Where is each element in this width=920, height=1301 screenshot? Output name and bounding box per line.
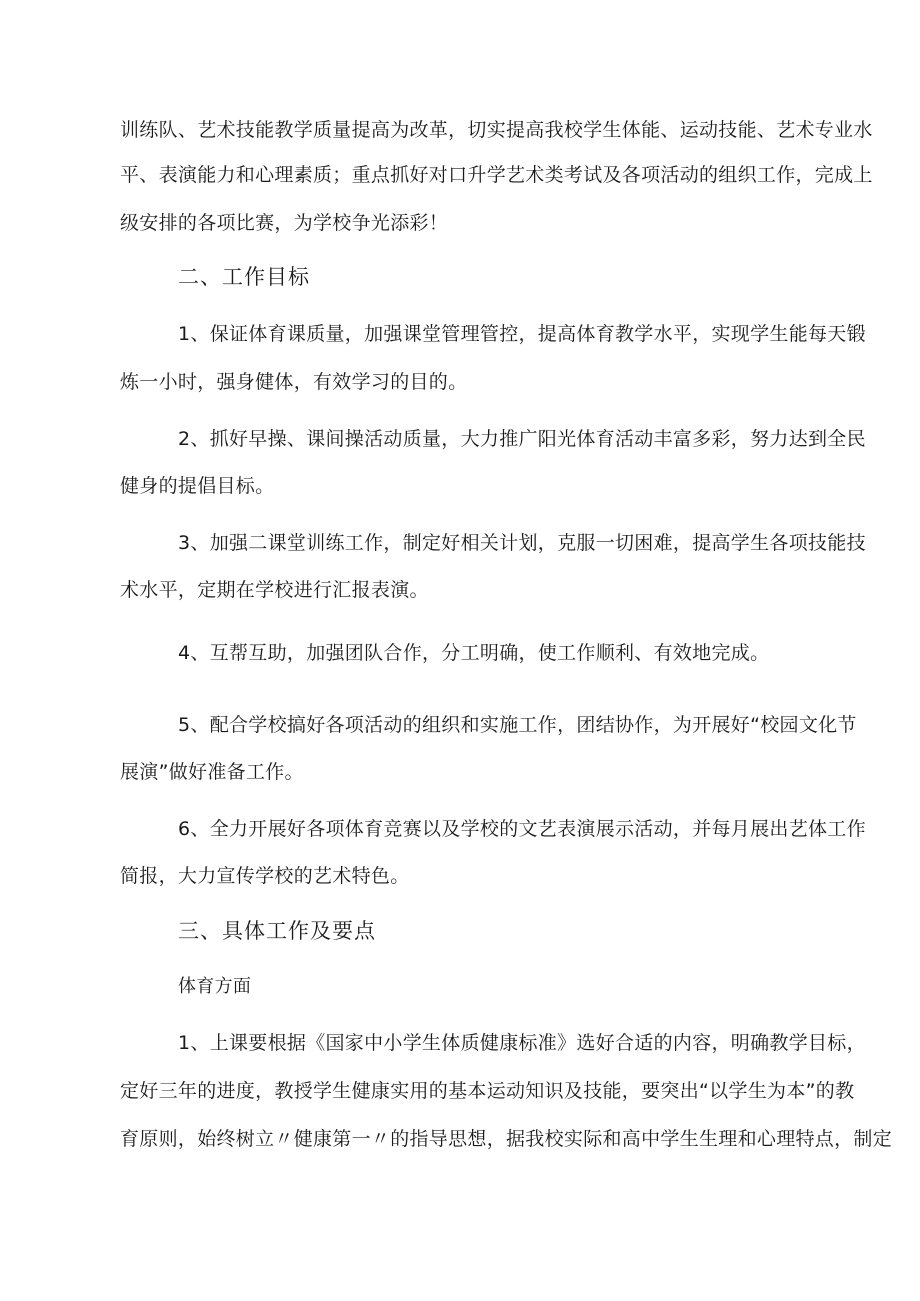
sports-item-1-line-1: 1、上课要根据《国家中小学生体质健康标准》选好合适的内容，明确教学目标，: [178, 1032, 866, 1054]
goal-4-line-1: 4、互帮互助，加强团队合作，分工明确，使工作顺利、有效地完成。: [178, 642, 770, 664]
goal-1-line-2: 炼一小时，强身健体，有效学习的目的。: [120, 371, 468, 393]
goal-2-line-2: 健身的提倡目标。: [120, 475, 275, 497]
intro-line-1: 训练队、艺术技能教学质量提高为改革，切实提高我校学生体能、运动技能、艺术专业水: [120, 119, 873, 141]
goal-3-line-2: 术水平，定期在学校进行汇报表演。: [120, 579, 429, 601]
sports-item-1-line-3: 育原则，始终树立〃健康第一〃的指导思想，据我校实际和高中学生生理和心理特点，制定: [120, 1128, 893, 1150]
goal-5-line-1: 5、配合学校搞好各项活动的组织和实施工作，团结协作，为开展好“校园文化节: [178, 714, 857, 736]
intro-line-2: 平、表演能力和心理素质；重点抓好对口升学艺术类考试及各项活动的组织工作，完成上: [120, 164, 873, 186]
section3-heading: 三、具体工作及要点: [178, 919, 376, 943]
goal-6-line-2: 简报，大力宣传学校的艺术特色。: [120, 865, 410, 887]
goal-3-line-1: 3、加强二课堂训练工作，制定好相关计划，克服一切困难，提高学生各项技能技: [178, 532, 866, 554]
sports-subheading: 体育方面: [178, 976, 252, 997]
goal-6-line-1: 6、全力开展好各项体育竞赛以及学校的文艺表演展示活动，并每月展出艺体工作: [178, 818, 866, 840]
goal-5-line-2: 展演”做好准备工作。: [120, 761, 304, 783]
goal-1-line-1: 1、保证体育课质量，加强课堂管理管控，提高体育教学水平，实现学生能每天锻: [178, 323, 866, 345]
sports-item-1-line-2: 定好三年的进度，教授学生健康实用的基本运动知识及技能，要突出“以学生为本”的教: [120, 1080, 855, 1102]
goal-2-line-1: 2、抓好早操、课间操活动质量，大力推广阳光体育活动丰富多彩，努力达到全民: [178, 428, 866, 450]
intro-line-3: 级安排的各项比赛，为学校争光添彩！: [120, 212, 449, 234]
section2-heading: 二、工作目标: [178, 265, 310, 289]
